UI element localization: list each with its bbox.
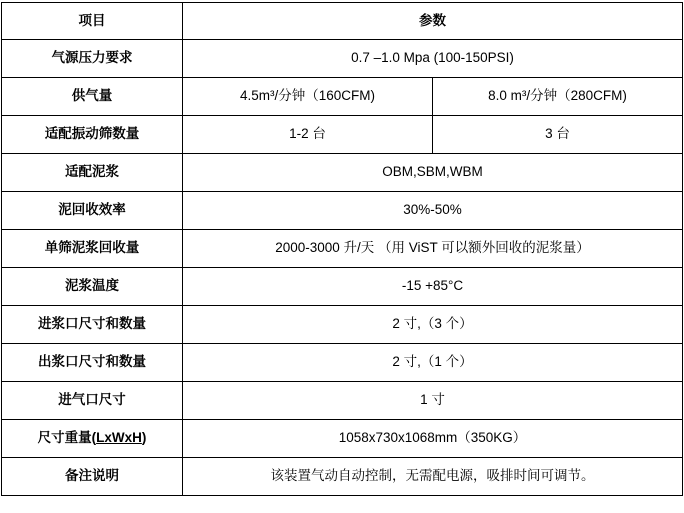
table-row (2, 230, 683, 268)
row-label-air-pressure: 气源压力要求 (2, 40, 183, 78)
header-cell-parameter: 参数 (183, 3, 683, 40)
row-value-air-supply-2: 8.0 m³/分钟（280CFM) (433, 78, 683, 116)
row-value-mud-type: OBM,SBM,WBM (183, 154, 683, 192)
row-label-air-supply: 供气量 (2, 78, 183, 116)
row-value-outlet-size: 2 寸,（1 个） (183, 344, 683, 382)
row-value-remarks: 该装置气动自动控制，无需配电源，吸排时间可调节。 (183, 458, 683, 496)
table-row (2, 344, 683, 382)
row-value-recovery-volume: 2000-3000 升/天 （用 ViST 可以额外回收的泥浆量） (183, 230, 683, 268)
specification-table (1, 2, 683, 496)
row-value-air-pressure: 0.7 –1.0 Mpa (100-150PSI) (183, 40, 683, 78)
row-value-dimensions-weight: 1058x730x1068mm（350KG） (183, 420, 683, 458)
row-label-outlet-size: 出浆口尺寸和数量 (2, 344, 183, 382)
table-row (2, 382, 683, 420)
table-body (2, 3, 683, 496)
table-row (2, 154, 683, 192)
row-label-mud-temperature: 泥浆温度 (2, 268, 183, 306)
header-cell-item: 项目 (2, 3, 183, 40)
table-row (2, 116, 683, 154)
row-value-mud-temperature: -15 +85°C (183, 268, 683, 306)
row-label-dimensions-weight-text: 尺寸重量(LxWxH) (37, 430, 147, 446)
row-label-inlet-size: 进浆口尺寸和数量 (2, 306, 183, 344)
table-row (2, 420, 683, 458)
row-value-shaker-count-2: 3 台 (433, 116, 683, 154)
row-label-recovery-volume: 单筛泥浆回收量 (2, 230, 183, 268)
row-label-remarks: 备注说明 (2, 458, 183, 496)
table-row (2, 78, 683, 116)
table-row (2, 192, 683, 230)
table-row (2, 306, 683, 344)
row-label-dimensions-weight (2, 420, 183, 458)
row-label-mud-type: 适配泥浆 (2, 154, 183, 192)
row-value-inlet-size: 2 寸,（3 个） (183, 306, 683, 344)
table-header-row (2, 3, 683, 40)
table-row (2, 40, 683, 78)
table-row (2, 458, 683, 496)
row-value-air-inlet-size: 1 寸 (183, 382, 683, 420)
row-value-recovery-efficiency: 30%-50% (183, 192, 683, 230)
row-value-air-supply-1: 4.5m³/分钟（160CFM) (183, 78, 433, 116)
table-row (2, 268, 683, 306)
row-label-air-inlet-size: 进气口尺寸 (2, 382, 183, 420)
row-label-shaker-count: 适配振动筛数量 (2, 116, 183, 154)
row-label-recovery-efficiency: 泥回收效率 (2, 192, 183, 230)
row-value-shaker-count-1: 1-2 台 (183, 116, 433, 154)
